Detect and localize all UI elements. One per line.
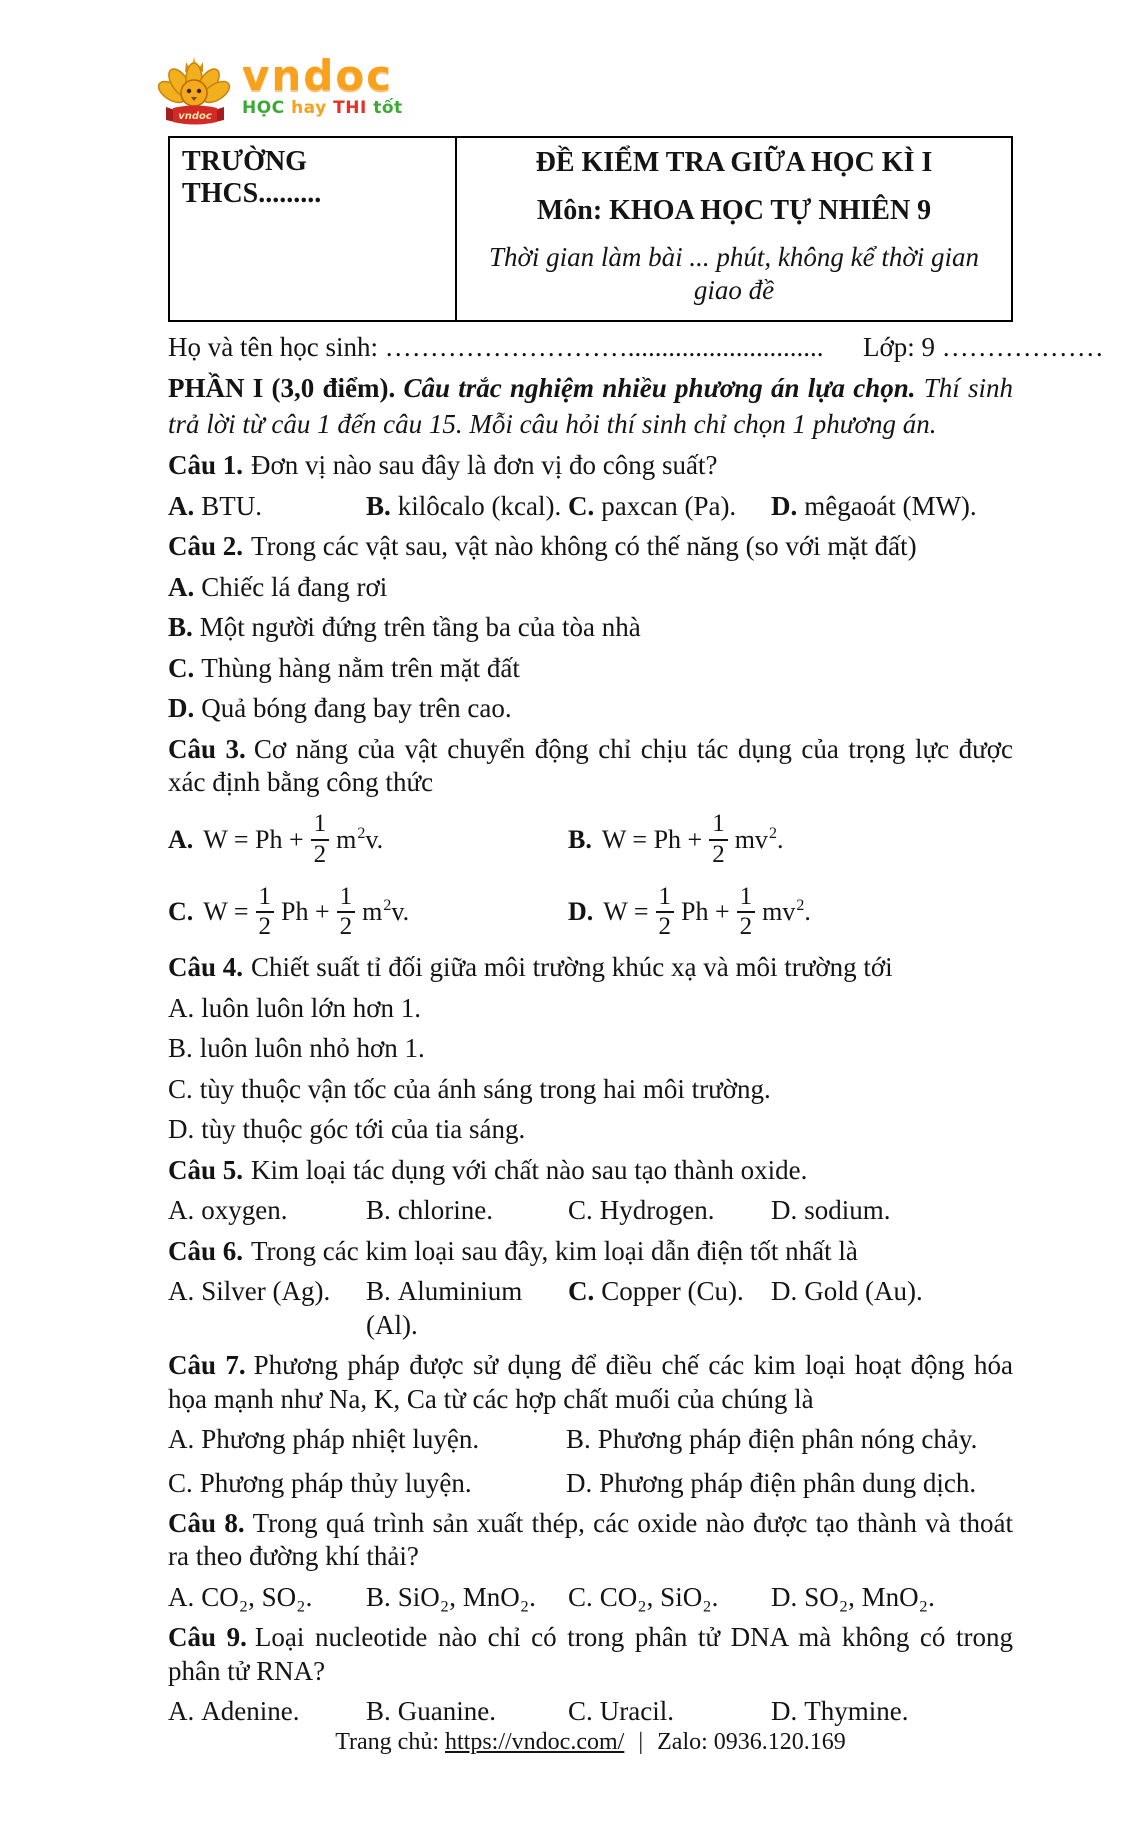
option-letter: D. <box>771 1276 798 1307</box>
option-text: Uracil. <box>599 1696 674 1727</box>
question-label: Câu 5. <box>168 1154 244 1185</box>
brand-tagline <box>242 98 403 118</box>
numerator: 1 <box>337 884 356 913</box>
base: mv <box>734 824 768 854</box>
exponent: 2 <box>383 897 392 915</box>
option-letter: C. <box>568 490 595 521</box>
question-stem: Loại nucleotide nào chỉ có trong phân tử DNA mà không có trong phân tử RNA? <box>168 1622 1014 1686</box>
option-d <box>566 1467 1013 1500</box>
fraction <box>311 811 330 868</box>
option-d <box>771 1695 1013 1728</box>
option-letter: B. <box>366 1276 391 1307</box>
base: mv <box>762 897 796 927</box>
part1-subheading: Câu trắc nghiệm nhiều phương án lựa chọn. <box>403 372 916 403</box>
denominator: 2 <box>258 913 272 941</box>
formula-option-b <box>568 811 1013 868</box>
option-letter: D. <box>771 490 798 521</box>
option-a <box>168 1275 366 1342</box>
tagline-thi: THI <box>333 98 367 119</box>
option-text: SiO₂, MnO₂. <box>397 1581 536 1612</box>
option-letter: D. <box>771 1696 798 1727</box>
tail: . <box>776 824 784 854</box>
exponent: 2 <box>768 824 777 842</box>
option-b <box>168 611 1013 644</box>
exponent: 2 <box>357 824 366 842</box>
part1-heading: PHẦN I (3,0 điểm). <box>168 372 396 403</box>
option-text: tùy thuộc vận tốc của ánh sáng trong hai môi trường. <box>199 1073 771 1104</box>
question-label: Câu 1. <box>168 450 244 481</box>
question-stem: Phương pháp được sử dụng để điều chế các kim loại hoạt động hóa họa mạnh như Na, K, Ca từ các hợp chất muối của chúng là <box>168 1350 1014 1414</box>
question-8 <box>168 1507 1013 1614</box>
svg-text:vndoc: vndoc <box>178 111 212 122</box>
exam-title: ĐỀ KIỂM TRA GIỮA HỌC KÌ I <box>535 147 933 178</box>
question-5-text <box>168 1154 1013 1187</box>
home-label: Trang chủ: <box>335 1728 439 1755</box>
option-a <box>168 1581 366 1614</box>
option-text: CO₂, SO₂. <box>201 1581 313 1612</box>
option-b <box>366 1581 568 1614</box>
question-9-text <box>168 1621 1013 1688</box>
option-letter: A. <box>168 490 195 521</box>
option-text: Gold (Au). <box>804 1276 923 1307</box>
option-letter: A. <box>168 1696 195 1727</box>
numerator: 1 <box>311 811 330 840</box>
question-label: Câu 2. <box>168 531 244 562</box>
option-text: Phương pháp nhiệt luyện. <box>201 1424 480 1455</box>
name-label: Họ và tên học sinh: <box>168 331 378 362</box>
option-text: CO₂, SiO₂. <box>599 1581 719 1612</box>
option-b <box>366 1194 568 1227</box>
option-c <box>568 1695 771 1728</box>
option-d <box>168 692 1013 725</box>
option-letter: B. <box>566 1424 591 1455</box>
option-text: Chiếc lá đang rơi <box>201 571 388 602</box>
formula-term <box>735 824 784 856</box>
option-letter: D. <box>771 1581 798 1612</box>
tail: . <box>804 897 811 927</box>
tail: v. <box>365 824 384 854</box>
option-b <box>366 1695 568 1728</box>
option-b <box>168 1032 1013 1065</box>
fraction <box>656 884 675 941</box>
formula-term: Ph + <box>281 897 330 927</box>
question-stem: Trong các vật sau, vật nào không có thế năng (so với mặt đất) <box>251 531 917 562</box>
formula-term <box>362 896 409 928</box>
option-a <box>168 1423 566 1456</box>
home-link[interactable]: https://vndoc.com/ <box>444 1728 625 1755</box>
formula-option-a <box>168 811 568 868</box>
option-text: tùy thuộc góc tới của tia sáng. <box>201 1114 526 1145</box>
option-d <box>771 1581 1013 1614</box>
option-letter: B. <box>366 490 391 521</box>
option-text: chlorine. <box>397 1195 493 1226</box>
student-info-line <box>168 331 1104 363</box>
option-c <box>568 1194 771 1227</box>
option-c <box>168 1073 1013 1106</box>
formula-term <box>762 896 811 928</box>
option-letter: C. <box>168 1467 193 1498</box>
question-6-options <box>168 1275 1013 1342</box>
option-text: Phương pháp điện phân nóng chảy. <box>597 1424 978 1455</box>
option-letter: A. <box>168 1276 195 1307</box>
fraction <box>337 884 356 941</box>
question-1-options <box>168 490 1013 523</box>
question-label: Câu 8. <box>168 1508 245 1538</box>
question-3 <box>168 733 1013 945</box>
option-text: luôn luôn lớn hơn 1. <box>201 992 422 1023</box>
option-letter: C. <box>168 1073 193 1104</box>
option-c <box>168 1467 566 1500</box>
page-footer <box>168 1729 1013 1828</box>
numerator: 1 <box>656 884 675 913</box>
question-stem: Đơn vị nào sau đây là đơn vị đo công suất? <box>251 450 718 481</box>
option-letter: D. <box>168 1114 195 1145</box>
option-text: paxcan (Pa). <box>601 490 737 521</box>
question-3-text <box>168 733 1013 800</box>
option-text: Silver (Ag). <box>201 1276 331 1307</box>
question-1 <box>168 449 1013 523</box>
option-letter: D. <box>568 897 594 927</box>
question-8-options <box>168 1581 1013 1614</box>
option-text: Guanine. <box>397 1696 496 1727</box>
formula-term: W = <box>603 897 649 927</box>
question-2 <box>168 530 1013 725</box>
vndoc-logo <box>158 51 1013 134</box>
option-letter: C. <box>568 1696 593 1727</box>
option-letter: A. <box>168 992 195 1023</box>
formula-option-d <box>568 884 1013 941</box>
option-b <box>366 490 568 523</box>
formula-term: W = Ph + <box>601 824 703 854</box>
option-letter: B. <box>366 1696 391 1727</box>
question-4-text <box>168 951 1013 984</box>
question-8-text <box>168 1507 1013 1574</box>
option-text: Phương pháp điện phân dung dịch. <box>599 1467 977 1498</box>
school-cell: TRƯỜNG THCS......... <box>170 138 457 320</box>
option-letter: B. <box>568 824 592 854</box>
option-text: oxygen. <box>201 1195 288 1226</box>
option-text: Thymine. <box>804 1696 909 1727</box>
formula-term <box>336 824 383 856</box>
formula <box>203 811 383 868</box>
option-letter: C. <box>168 897 194 927</box>
option-text: SO₂, MnO₂. <box>804 1581 935 1612</box>
question-label: Câu 4. <box>168 952 244 983</box>
tagline-hoc: HỌC <box>242 98 285 119</box>
option-c <box>168 652 1013 685</box>
option-text: BTU. <box>201 490 262 521</box>
denominator: 2 <box>739 913 753 941</box>
question-5-options <box>168 1194 1013 1227</box>
class-dots: ……………… <box>941 331 1104 362</box>
option-a <box>168 992 1013 1025</box>
fraction <box>709 811 728 868</box>
option-letter: C. <box>568 1581 593 1612</box>
question-stem: Cơ năng của vật chuyển động chỉ chịu tác dụng của trọng lực được xác định bằng công thức <box>168 733 1013 797</box>
formula <box>203 884 409 941</box>
option-a <box>168 1695 366 1728</box>
option-letter: A. <box>168 1424 195 1455</box>
fraction <box>256 884 275 941</box>
question-5 <box>168 1154 1013 1228</box>
tagline-hay: hay <box>291 98 327 119</box>
class-label: Lớp: 9 <box>862 331 935 362</box>
formula <box>603 884 811 941</box>
base: m <box>336 824 357 854</box>
question-label: Câu 6. <box>168 1235 244 1266</box>
option-b <box>566 1423 1013 1456</box>
exam-subject: Môn: KHOA HỌC TỰ NHIÊN 9 <box>536 194 932 226</box>
question-7-options <box>168 1423 1013 1500</box>
exam-duration: Thời gian làm bài ... phút, không kể thời gian giao đề <box>488 242 980 305</box>
question-stem: Trong các kim loại sau đây, kim loại dẫn điện tốt nhất là <box>251 1235 858 1266</box>
option-letter: B. <box>366 1581 391 1612</box>
formula <box>602 811 784 868</box>
option-a <box>168 1194 366 1227</box>
formula-term: W = <box>203 897 249 927</box>
numerator: 1 <box>256 884 275 913</box>
question-9 <box>168 1621 1013 1728</box>
option-letter: A. <box>168 571 195 602</box>
option-text: Phương pháp thủy luyện. <box>199 1467 472 1498</box>
question-1-text <box>168 449 1013 482</box>
option-letter: C. <box>568 1276 595 1307</box>
formula-option-c <box>168 884 568 941</box>
option-letter: A. <box>168 824 194 854</box>
exponent: 2 <box>796 897 805 915</box>
option-c <box>568 1581 771 1614</box>
option-text: kilôcalo (kcal). <box>397 490 562 521</box>
option-text: Quả bóng đang bay trên cao. <box>201 693 512 724</box>
numerator: 1 <box>709 811 728 840</box>
exam-header-cell <box>457 138 1011 320</box>
option-letter: D. <box>168 693 195 724</box>
option-letter: A. <box>168 1581 195 1612</box>
option-text: Thùng hàng nằm trên mặt đất <box>201 652 520 683</box>
question-6-text <box>168 1235 1013 1268</box>
option-letter: D. <box>566 1467 593 1498</box>
footer-separator: | <box>638 1728 644 1755</box>
question-label: Câu 3. <box>168 733 246 764</box>
option-letter: B. <box>168 612 193 643</box>
fraction <box>737 884 756 941</box>
header-table <box>168 136 1013 322</box>
option-c <box>568 490 771 523</box>
option-text: mêgaoát (MW). <box>804 490 977 521</box>
formula-term: W = Ph + <box>203 824 304 854</box>
brand-wordmark: vndoc <box>242 51 394 100</box>
option-d <box>771 490 1013 523</box>
option-text: Hydrogen. <box>599 1195 715 1226</box>
option-a <box>168 571 1013 604</box>
option-a <box>168 490 366 523</box>
tail: v. <box>391 897 410 927</box>
option-letter: B. <box>366 1195 391 1226</box>
logo-text-block <box>242 51 403 119</box>
option-text: Copper (Cu). <box>601 1276 744 1307</box>
vndoc-mascot-icon <box>158 54 232 137</box>
option-text: Adenine. <box>201 1696 300 1727</box>
question-stem: Kim loại tác dụng với chất nào sau tạo thành oxide. <box>251 1154 808 1185</box>
option-letter: C. <box>168 652 195 683</box>
question-7 <box>168 1349 1013 1500</box>
formula-term: Ph + <box>681 897 730 927</box>
question-stem: Trong quá trình sản xuất thép, các oxide nào được tạo thành và thoát ra theo đường khí thải? <box>168 1508 1014 1572</box>
option-letter: B. <box>168 1033 193 1064</box>
question-label: Câu 7. <box>168 1350 246 1381</box>
option-text: Aluminium (Al). <box>366 1276 523 1340</box>
part1-instruction: Thí sinh trả lời từ câu 1 đến câu 15. Mỗi câu hỏi thí sinh chỉ chọn 1 phương án. <box>168 372 1013 439</box>
option-letter: D. <box>771 1195 798 1226</box>
name-dots: ………………………............................. <box>384 331 824 362</box>
option-text: luôn luôn nhỏ hơn 1. <box>199 1033 425 1064</box>
question-4 <box>168 951 1013 1146</box>
denominator: 2 <box>313 840 327 868</box>
part1-intro <box>168 371 1013 442</box>
option-d <box>771 1194 1013 1227</box>
option-d <box>771 1275 1013 1342</box>
numerator: 1 <box>737 884 756 913</box>
denominator: 2 <box>339 913 353 941</box>
option-letter: A. <box>168 1195 195 1226</box>
question-stem: Chiết suất tỉ đối giữa môi trường khúc xạ và môi trường tới <box>251 952 893 983</box>
question-3-formulas <box>168 811 1013 940</box>
question-2-text <box>168 530 1013 563</box>
zalo-contact: Zalo: 0936.120.169 <box>657 1728 846 1755</box>
option-letter: C. <box>568 1195 593 1226</box>
base: m <box>362 897 383 927</box>
tagline-tot: tốt <box>373 98 403 119</box>
denominator: 2 <box>712 840 725 868</box>
option-d <box>168 1113 1013 1146</box>
question-label: Câu 9. <box>168 1622 247 1653</box>
question-9-options <box>168 1695 1013 1728</box>
option-c <box>568 1275 771 1342</box>
question-7-text <box>168 1349 1013 1416</box>
question-6 <box>168 1235 1013 1342</box>
option-b <box>366 1275 568 1342</box>
option-text: Một người đứng trên tầng ba của tòa nhà <box>199 612 641 643</box>
option-text: sodium. <box>804 1195 891 1226</box>
denominator: 2 <box>658 913 672 941</box>
